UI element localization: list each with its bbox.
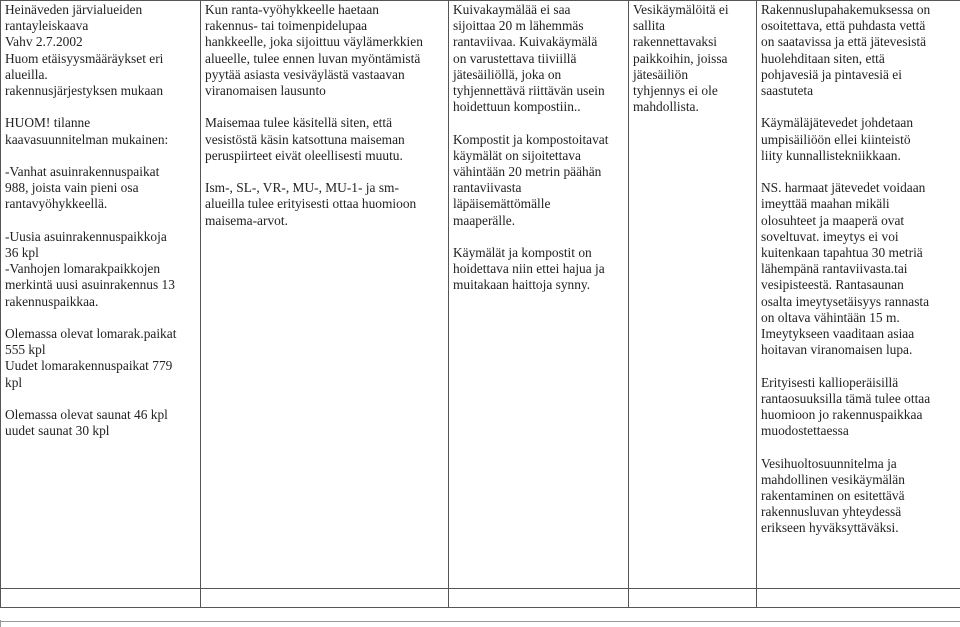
text-line: vesipisteestä. Rantasaunan <box>761 277 904 293</box>
text-line: liity kunnallistekniikkaan. <box>761 147 901 163</box>
footer-cell <box>201 589 449 608</box>
text-line: jätesäiliöllä, joka on <box>453 66 562 82</box>
text-line: HUOM! tilanne <box>5 115 91 131</box>
text-line: imeyttää maahan mikäli <box>761 196 890 212</box>
text-line: sijoittaa 20 m lähemmäs <box>453 18 584 34</box>
text-line: 988, joista vain pieni osa <box>5 180 139 196</box>
text-line: maaperälle. <box>453 212 516 228</box>
text-line: Kun ranta-vyöhykkeelle haetaan <box>205 2 379 17</box>
text-line: hoidettava niin ettei hajua ja <box>453 261 605 277</box>
text-line: Erityisesti kallioperäisillä <box>761 374 899 390</box>
text-line: muitakaan haittoja synny. <box>453 277 591 293</box>
text-line: Käymäläjätevedet johdetaan <box>761 115 914 131</box>
text-line: vähintään 20 metrin päähän <box>453 164 602 180</box>
text-line: käymälät on sijoitettava <box>453 147 581 163</box>
text-line: on oltava vähintään 15 m. <box>761 309 900 325</box>
text-line: alueilla tulee erityisesti ottaa huomioon <box>205 196 417 212</box>
text-paragraph <box>453 245 628 294</box>
text-line: vesistöstä käsin katsottuna maiseman <box>205 131 405 147</box>
text-paragraph <box>761 115 960 164</box>
text-line: tyhjennys ei ole <box>633 83 718 99</box>
text-line: kuitenkaan tapahtua 30 metriä <box>761 245 923 261</box>
text-line: Huom etäisyysmääräykset eri <box>5 50 164 66</box>
text-line: hoitavan viranomaisen lupa. <box>761 342 913 358</box>
column-water-supply-wastewater <box>757 1 960 589</box>
content-row <box>1 1 960 589</box>
column-water-toilets <box>629 1 757 589</box>
column-dry-toilets-composting <box>449 1 629 589</box>
text-line: Kompostit ja kompostoitavat <box>453 131 609 147</box>
text-paragraph <box>205 180 448 229</box>
text-line: NS. harmaat jätevedet voidaan <box>761 180 926 196</box>
text-paragraph <box>453 132 628 229</box>
text-line: soveltuvat. imeytys ei voi <box>761 228 899 244</box>
text-line: Rakennuslupahakemuksessa on <box>761 2 931 17</box>
text-line: jätesäiliön <box>633 66 689 82</box>
text-line: läpäisemättömälle <box>453 196 551 212</box>
column-shore-zone-permits <box>201 1 449 589</box>
text-paragraph <box>453 2 628 115</box>
text-line: Imeytykseen vaaditaan asiaa <box>761 326 915 342</box>
text-line: tyhjennettävä riittävän usein <box>453 83 605 99</box>
text-paragraph <box>761 456 960 537</box>
text-line: saastuteta <box>761 83 814 99</box>
text-paragraph <box>761 375 960 440</box>
text-line: rantaosuuksilla tämä tulee ottaa <box>761 390 931 406</box>
text-line: on varustettava tiiviillä <box>453 50 577 66</box>
text-line: 555 kpl <box>5 342 46 358</box>
text-line: Vahv 2.7.2002 <box>5 34 83 50</box>
column-zoning-summary <box>1 1 201 589</box>
text-line: alueilla. <box>5 66 48 82</box>
text-line: merkintä uusi asuinrakennus 13 <box>5 277 175 293</box>
text-paragraph <box>5 407 200 439</box>
text-line: maisema-arvot. <box>205 212 288 228</box>
text-line: rantavyöhykkeellä. <box>5 196 108 212</box>
text-paragraph <box>5 115 200 147</box>
text-paragraph <box>761 2 960 99</box>
text-line: Vesihuoltosuunnitelma ja <box>761 455 897 471</box>
text-line: mahdollinen vesikäymälän <box>761 471 905 487</box>
text-line: rantaviivasta <box>453 180 522 196</box>
footer-cell <box>1 589 201 608</box>
text-line: Maisemaa tulee käsitellä siten, että <box>205 115 393 131</box>
text-paragraph <box>5 164 200 213</box>
text-line: pyytää asiasta vesiväylästä vastaavan <box>205 66 405 82</box>
text-line: osalta imeytysetäisyys rannasta <box>761 293 930 309</box>
text-line: -Vanhat asuinrakennuspaikat <box>5 164 160 179</box>
text-line: kpl <box>5 374 23 390</box>
page-bottom-rule <box>0 621 960 622</box>
text-line: 36 kpl <box>5 245 39 260</box>
text-line: lähempänä rantaviivasta.tai <box>761 261 908 277</box>
footer-cell <box>629 589 757 608</box>
text-line: huolehditaan siten, että <box>761 50 885 66</box>
text-paragraph <box>205 2 448 99</box>
text-paragraph <box>633 2 756 115</box>
text-line: -Vanhojen lomarakpaikkojen <box>5 261 161 277</box>
text-line: viranomaisen lausunto <box>205 83 326 99</box>
text-line: rakentaminen on esitettävä <box>761 488 905 504</box>
text-line: olosuhteet ja maaperä ovat <box>761 212 905 228</box>
text-line: Olemassa olevat saunat 46 kpl <box>5 407 168 422</box>
text-line: rantaviivaa. Kuivakäymälä <box>453 34 598 50</box>
text-line: hankkeelle, joka sijoittuu väylämerkkien <box>205 34 423 50</box>
text-line: mahdollista. <box>633 99 699 115</box>
page-corner-mark <box>0 620 1 627</box>
empty-footer-row <box>1 589 960 608</box>
text-line: rakennusjärjestyksen mukaan <box>5 83 164 99</box>
text-line: huomioon jo rakennuspaikkaa <box>761 407 923 423</box>
text-line: Kuivakaymälää ei saa <box>453 2 571 17</box>
text-line: rakennettavaksi <box>633 34 718 50</box>
text-line: -Uusia asuinrakennuspaikkoja <box>5 228 167 244</box>
text-line: pohjavesiä ja pintavesiä ei <box>761 66 902 82</box>
text-paragraph <box>5 326 200 391</box>
text-line: peruspiirteet eivät oleellisesti muutu. <box>205 147 403 163</box>
footer-cell <box>449 589 629 608</box>
text-line: Olemassa olevat lomarak.paikat <box>5 326 177 341</box>
text-line: alueelle, tulee ennen luvan myöntämistä <box>205 50 421 66</box>
text-line: erikseen hyväksyttäväksi. <box>761 520 899 536</box>
text-line: rakennusluvan yhteydessä <box>761 504 902 520</box>
text-line: sallita <box>633 18 665 34</box>
text-line: paikkoihin, joissa <box>633 50 728 66</box>
text-paragraph <box>5 229 200 310</box>
text-line: kaavasuunnitelman mukainen: <box>5 131 169 147</box>
text-paragraph <box>5 2 200 99</box>
text-line: uudet saunat 30 kpl <box>5 423 110 439</box>
text-line: Käymälät ja kompostit on <box>453 245 592 261</box>
text-line: Uudet lomarakennuspaikat 779 <box>5 358 173 374</box>
text-line: Vesikäymälöitä ei <box>633 2 729 17</box>
text-line: rakennus- tai toimenpidelupaa <box>205 18 368 34</box>
text-paragraph <box>205 115 448 164</box>
text-line: hoidettuun kompostiin.. <box>453 99 581 115</box>
text-line: rakennuspaikkaa. <box>5 293 99 309</box>
text-line: rantayleiskaava <box>5 18 89 34</box>
text-paragraph <box>761 180 960 358</box>
text-line: umpisäiliöön ellei kiinteistö <box>761 131 911 147</box>
text-line: Ism-, SL-, VR-, MU-, MU-1- ja sm- <box>205 180 399 196</box>
text-line: on saatavissa ja että jätevesistä <box>761 34 927 50</box>
text-line: Heinäveden järvialueiden <box>5 2 143 17</box>
text-line: osoitettava, että puhdasta vettä <box>761 18 926 34</box>
footer-cell <box>757 589 960 608</box>
text-line: muodostettaessa <box>761 423 849 439</box>
